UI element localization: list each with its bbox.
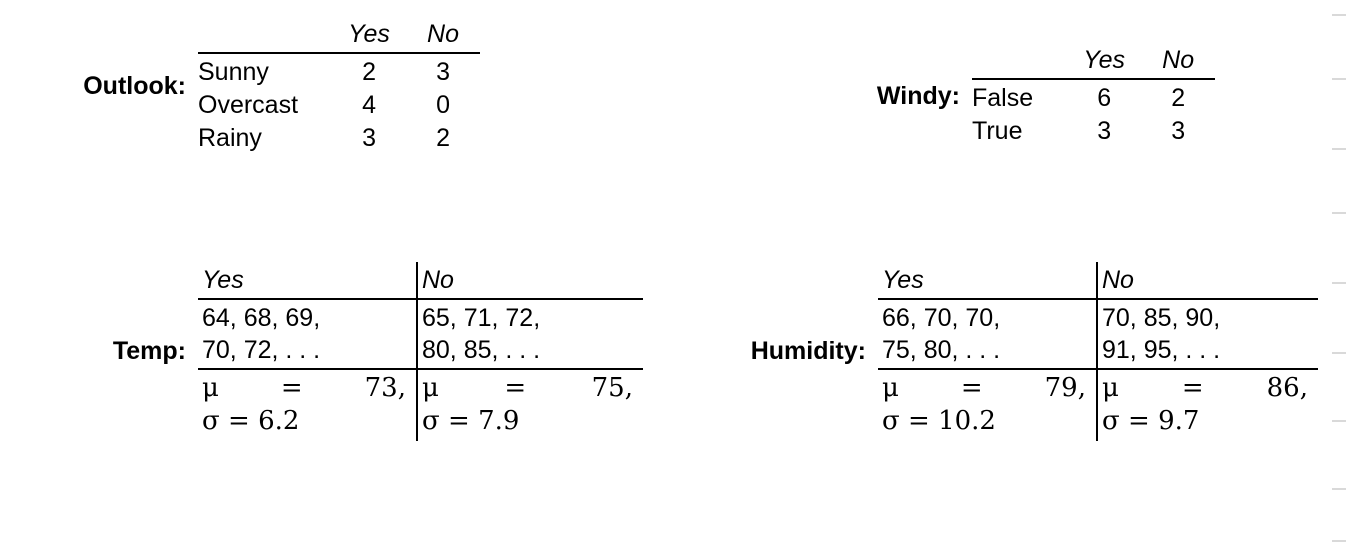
table-header-row — [972, 44, 1215, 78]
block-windy — [830, 44, 1215, 148]
table-windy — [972, 44, 1215, 148]
cell-no: 3 — [436, 58, 450, 86]
mu-symbol: μ — [1102, 373, 1119, 403]
cell-no-values — [416, 300, 643, 368]
edge-mark — [1332, 420, 1346, 422]
mean-line — [882, 372, 1086, 405]
value-line: 91, 95, . . . — [1102, 336, 1221, 364]
edge-mark — [1332, 540, 1346, 542]
cell-yes: 3 — [1097, 117, 1112, 145]
mu-value: 75, — [591, 373, 633, 403]
mu-equals: = — [1181, 373, 1204, 403]
mu-value: 79, — [1044, 373, 1086, 403]
edge-mark — [1332, 488, 1346, 490]
cell-category: Sunny — [198, 58, 269, 86]
sigma-line: σ = 10.2 — [882, 406, 996, 437]
cell-no-values — [1096, 300, 1318, 368]
column-header-yes: Yes — [882, 266, 924, 294]
table-temp — [198, 262, 643, 441]
edge-mark — [1332, 352, 1346, 354]
table-row-values — [198, 300, 643, 368]
column-header-no: No — [1162, 46, 1195, 74]
mu-value: 86, — [1266, 373, 1308, 403]
cell-category: False — [972, 84, 1034, 112]
table-row — [198, 122, 480, 155]
table-row — [198, 54, 480, 89]
value-line: 70, 85, 90, — [1102, 304, 1221, 332]
cell-category: True — [972, 117, 1023, 145]
table-humidity — [878, 262, 1318, 441]
block-label-outlook: Outlook: — [83, 72, 186, 100]
mu-equals: = — [960, 373, 983, 403]
edge-mark — [1332, 78, 1346, 80]
column-header-category — [972, 44, 1067, 78]
column-header-no: No — [427, 20, 460, 48]
block-label-humidity: Humidity: — [750, 336, 866, 365]
mu-symbol: μ — [882, 373, 899, 403]
block-outlook — [36, 18, 480, 155]
mean-line — [1102, 372, 1308, 405]
table-row — [972, 80, 1215, 115]
column-header-yes: Yes — [202, 266, 244, 294]
cell-yes-values — [878, 300, 1096, 368]
cell-no: 2 — [1171, 84, 1186, 112]
cell-yes: 4 — [362, 91, 376, 119]
table-header-row — [878, 262, 1318, 298]
cell-no: 0 — [436, 91, 450, 119]
mean-line — [202, 372, 406, 405]
mu-value: 73, — [364, 373, 406, 403]
block-humidity — [676, 262, 1318, 441]
value-line: 75, 80, . . . — [882, 336, 1001, 364]
cell-yes: 6 — [1097, 84, 1112, 112]
sigma-line: σ = 7.9 — [422, 406, 520, 437]
mu-equals: = — [280, 373, 303, 403]
cell-yes: 3 — [362, 124, 376, 152]
table-row-stats — [198, 370, 643, 441]
table-row — [972, 115, 1215, 148]
cell-no-stats — [1096, 370, 1318, 441]
edge-marks — [1326, 0, 1348, 552]
cell-category: Rainy — [198, 124, 262, 152]
cell-yes-values — [198, 300, 416, 368]
table-row-values — [878, 300, 1318, 368]
cell-no-stats — [416, 370, 643, 441]
cell-yes-stats — [878, 370, 1096, 441]
column-header-category — [198, 18, 332, 52]
block-temp — [34, 262, 643, 441]
mean-line — [422, 372, 633, 405]
table-outlook — [198, 18, 480, 155]
value-line: 80, 85, . . . — [422, 336, 541, 364]
mu-symbol: μ — [202, 373, 219, 403]
column-header-yes: Yes — [348, 20, 390, 48]
value-line: 66, 70, 70, — [882, 304, 1001, 332]
edge-mark — [1332, 148, 1346, 150]
column-header-yes: Yes — [1083, 46, 1125, 74]
table-header-row — [198, 18, 480, 52]
value-line: 64, 68, 69, — [202, 304, 321, 332]
table-header-row — [198, 262, 643, 298]
value-line: 65, 71, 72, — [422, 304, 541, 332]
mu-symbol: μ — [422, 373, 439, 403]
sigma-line: σ = 9.7 — [1102, 406, 1200, 437]
block-label-windy: Windy: — [876, 81, 960, 110]
block-label-temp: Temp: — [112, 336, 186, 365]
value-line: 70, 72, . . . — [202, 336, 321, 364]
cell-no: 2 — [436, 124, 450, 152]
cell-yes: 2 — [362, 58, 376, 86]
cell-category: Overcast — [198, 91, 299, 119]
edge-mark — [1332, 282, 1346, 284]
edge-mark — [1332, 14, 1346, 16]
column-header-no: No — [1096, 262, 1318, 298]
table-row — [198, 89, 480, 122]
table-row-stats — [878, 370, 1318, 441]
mu-equals: = — [504, 373, 527, 403]
cell-yes-stats — [198, 370, 416, 441]
column-header-no: No — [416, 262, 643, 298]
sigma-line: σ = 6.2 — [202, 406, 300, 437]
cell-no: 3 — [1171, 117, 1186, 145]
edge-mark — [1332, 212, 1346, 214]
